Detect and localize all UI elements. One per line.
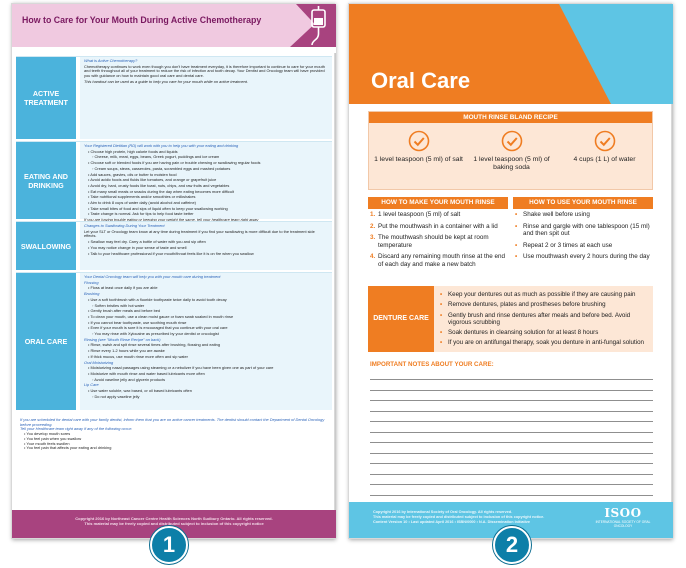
- recipe-title: MOUTH RINSE BLAND RECIPE: [369, 112, 652, 123]
- ingredient-label: 1 level teaspoon (5 ml) of baking soda: [473, 156, 550, 171]
- bottom-note-line: If you are scheduled for dental care with your family dentist, inform them that you are on active cancer treatments. The dentist should contact the Department of Dental Oncology before proceeding.: [20, 417, 325, 427]
- section-label: ORAL CARE: [16, 273, 76, 410]
- section-body: [80, 142, 332, 223]
- list-text: If you are on antifungal therapy, soak you denture in anti-fungal solution: [448, 339, 644, 347]
- handout-card-chemotherapy: [11, 3, 335, 539]
- list-item: [515, 242, 655, 250]
- list-marker: •: [440, 329, 443, 337]
- list-text: Shake well before using: [523, 211, 590, 218]
- list-item: [515, 211, 655, 219]
- section-line: • Even if your mouth is sore it is encouraged that you continue with your oral care: [88, 325, 228, 331]
- denture-care-label: DENTURE CARE: [368, 286, 434, 352]
- list-item: [440, 312, 652, 327]
- card1-section-row: [16, 272, 332, 410]
- make-rinse-steps: [370, 211, 510, 273]
- list-text: 1 level teaspoon (5 ml) of salt: [378, 211, 461, 218]
- section-body: [80, 273, 332, 410]
- list-item: [515, 253, 655, 261]
- section-line: • Use a soft toothbrush with a fluoride toothpaste twice daily to avoid tooth decay: [88, 296, 227, 302]
- note-line: [370, 411, 653, 412]
- list-item: [370, 234, 510, 249]
- card1-header: [12, 4, 336, 47]
- section-line: • Taste change is normal. Ask for tips to help food taste better: [88, 211, 194, 217]
- card1-section-row: [16, 141, 332, 223]
- recipe-box: [368, 111, 653, 190]
- list-marker: •: [440, 339, 443, 347]
- section-line: • Avoid dry, hard, crusty foods like toast, nuts, chips, and raw fruits and vegetables: [88, 182, 230, 188]
- note-line: [370, 390, 653, 391]
- ingredient-water: [557, 130, 652, 164]
- list-item: [370, 253, 510, 268]
- checkmark-icon: [408, 130, 430, 152]
- section-line: Lip Care: [84, 382, 99, 388]
- bottom-note-line: • You feel pain that affects your eating and drinking: [24, 445, 112, 451]
- list-item: [370, 223, 510, 231]
- section-line: What is Active Chemotherapy?: [84, 58, 138, 63]
- section-line: ◦ Soften bristles with hot water: [92, 302, 145, 308]
- list-marker: •: [515, 253, 518, 261]
- section-line: • Take small bites of food and sips of liquid often to keep your swallowing working: [88, 205, 228, 211]
- card1-footer-notice: This material may be freely copied and distributed subject to inclusion of this copyright notice: [84, 521, 264, 526]
- section-line: • Talk to your healthcare professional if your mouth/throat feels like it is on fire when you swallow: [88, 250, 254, 256]
- list-item: [440, 339, 652, 346]
- section-line: This handout can be used as a guide to help you care for your mouth while on active treatment.: [84, 78, 248, 84]
- section-line: • To clean your mouth, use a clean moist gauze or foam swab soaked in mouth rinse: [88, 313, 234, 319]
- header-divider: [12, 47, 336, 53]
- section-line: ◦ Avoid vaseline jelly and glycerin products: [92, 376, 166, 382]
- section-line: • If you cannot bear toothpaste, use soothing mouth rinse: [88, 319, 187, 325]
- list-text: Repeat 2 or 3 times at each use: [523, 241, 613, 249]
- section-line: Let your SLT or Oncology team know at any time during treatment if you find your swallowing is more difficult due to the treatment side effects.: [84, 228, 315, 239]
- section-line: Changes to Swallowing During Your Treatment: [84, 223, 165, 228]
- note-line: [370, 484, 653, 485]
- section-line: • You may notice change in your sense of taste and smell: [88, 244, 187, 250]
- section-line: • Choose high protein, high calorie foods and liquids: [88, 148, 178, 154]
- use-rinse-steps: [515, 211, 655, 265]
- list-marker: 1.: [370, 211, 376, 218]
- section-line: • Rinse, swish and spit rinse several times after brushing, flossing and eating: [88, 342, 220, 348]
- list-marker: •: [440, 301, 443, 309]
- section-line: ◦ Cream soups, stews, casseroles, pasta, scrambled eggs and mashed potatoes: [92, 165, 231, 171]
- section-body: [80, 222, 332, 270]
- denture-care-box: [368, 286, 653, 352]
- list-marker: 4.: [370, 253, 376, 261]
- card1-title: How to Care for Your Mouth During Active Chemotherapy: [22, 15, 262, 25]
- isoo-logo-text: ISOO: [604, 506, 642, 520]
- list-marker: •: [515, 211, 518, 218]
- note-line: [370, 474, 653, 475]
- section-line: • Aim to drink 8 cups of water daily (avoid alcohol and caffeine): [88, 200, 196, 206]
- note-line: [370, 379, 653, 380]
- bottom-note-line: • You develop mouth sores: [24, 431, 71, 437]
- section-line: • Floss at least once daily if you are able: [88, 285, 158, 291]
- list-text: The mouthwash should be kept at room temperature: [378, 234, 489, 249]
- list-marker: •: [440, 311, 443, 319]
- section-line: • Gently brush after meals and before bed: [88, 308, 161, 314]
- list-item: [440, 301, 652, 308]
- note-line: [370, 432, 653, 433]
- list-marker: 2.: [370, 222, 376, 230]
- list-text: Put the mouthwash in a container with a lid: [378, 222, 498, 230]
- card2-title: Oral Care: [371, 68, 471, 93]
- section-body: [80, 57, 332, 139]
- list-text: Keep your dentures out as much as possible if they are causing pain: [448, 291, 636, 298]
- section-line: ◦ You may rinse with Xylocaine as prescribed by your dentist or oncologist: [92, 331, 219, 337]
- iv-drip-icon: [266, 4, 336, 47]
- section-label: ACTIVE TREATMENT: [16, 57, 76, 139]
- section-line: Your Registered Dietitian (RD) will work with you to help you with your eating and drinking: [84, 143, 239, 148]
- make-rinse-heading: HOW TO MAKE YOUR MOUTH RINSE: [368, 197, 508, 209]
- list-item: [440, 329, 652, 336]
- section-line: Flossing: [84, 279, 99, 285]
- list-text: Rinse and gargle with one tablespoon (15 ml) and then spit out: [523, 222, 650, 238]
- list-item: [515, 223, 655, 238]
- list-marker: •: [440, 291, 443, 298]
- card1-bottom-notes: [16, 416, 332, 516]
- section-line: Chemotherapy continues to work even though you don't have treatment everyday, it is therefore important to continue to care for your mouth and teeth throughout all of your treatment to reduce the risk of infection and tooth decay. Your Dentist and Oncology team will have provided you with guidance on how to maintain good oral care and dental care.: [84, 63, 325, 79]
- section-line: • Choose soft or blended foods if you are having pain or trouble chewing or swallowing regular foods: [88, 160, 261, 166]
- list-text: Discard any remaining mouth rinse at the end of each day and make a new batch: [378, 253, 506, 268]
- section-line: • Moisturize with mouth rinse and water based lubricants more often: [88, 370, 205, 376]
- list-item: [440, 291, 652, 298]
- list-text: Soak dentures in cleansing solution for at least 8 hours: [448, 329, 599, 337]
- section-line: • Swallow may feel dry. Carry a bottle of water with you and sip often: [88, 239, 206, 245]
- notes-heading: IMPORTANT NOTES ABOUT YOUR CARE:: [370, 361, 494, 368]
- note-line: [370, 495, 653, 496]
- section-line: • Moisturizing nasal passages using steaming or a nebulizer if you have been given one as part of your care: [88, 365, 274, 371]
- note-line: [370, 400, 653, 401]
- list-marker: •: [515, 222, 518, 230]
- ingredient-baking-soda: [464, 130, 559, 172]
- denture-care-list: [440, 291, 652, 350]
- bottom-note-line: • Your mouth feels swollen: [24, 440, 70, 446]
- isoo-logo: [593, 506, 653, 528]
- bottom-note-line: • You feel pain when you swallow: [24, 435, 82, 441]
- bottom-note-line: Tell your Healthcare team right away if any of the following occur:: [20, 426, 133, 432]
- section-line: • Avoid acidic foods and fluids like tomatoes, and orange or grapefruit juice: [88, 177, 217, 183]
- section-label: EATING AND DRINKING: [16, 142, 76, 219]
- card1-section-row: [16, 56, 332, 139]
- section-line: Oral Moisturizing: [84, 359, 114, 365]
- list-marker: •: [515, 241, 518, 249]
- badge-1: 1: [150, 526, 188, 564]
- use-rinse-heading: HOW TO USE YOUR MOUTH RINSE: [513, 197, 653, 209]
- section-line: • Take nutritional supplements and/or smoothies or milkshakes: [88, 194, 196, 200]
- section-line: • Eat many small meals or snacks during the day when eating becomes more difficult: [88, 188, 234, 194]
- note-line: [370, 463, 653, 464]
- section-line: Your Dental Oncology team will help you with your mouth care during treatment: [84, 274, 221, 279]
- section-line: Brushing: [84, 291, 100, 297]
- card1-section-row: [16, 221, 332, 270]
- card2-footer-text: [373, 510, 583, 525]
- section-line: ◦ Do not apply vaseline jelly: [92, 393, 140, 399]
- section-line: • Add sauces, gravies, oils or butter to moisten food: [88, 171, 177, 177]
- note-line: [370, 442, 653, 443]
- card2-footer-version: Content Version 10 • Last updated April 2016 • ISBN/0000 • N.A. Dissemination Initiative: [373, 520, 531, 524]
- isoo-logo-subtitle: INTERNATIONAL SOCIETY OF ORAL ONCOLOGY: [595, 520, 651, 528]
- ingredient-label: 4 cups (1 L) of water: [573, 156, 636, 163]
- section-label: SWALLOWING: [16, 222, 76, 270]
- section-line: • Rinse every 1-2 hours while you are awake: [88, 348, 165, 354]
- list-marker: 3.: [370, 234, 376, 242]
- section-line: • If thick mucus, use mouth rinse more often and sip water: [88, 353, 188, 359]
- handout-card-oral-care: [348, 3, 672, 539]
- card2-footer-copyright: Copyright 2016 by International Society of Oral Oncology. All rights reserved.: [373, 510, 513, 514]
- note-line: [370, 453, 653, 454]
- note-line: [370, 421, 653, 422]
- card2-footer-notice: This material may be freely copied and distributed subject to inclusion of this copyright notice.: [373, 515, 545, 519]
- section-line: ◦ Cheese, milk, meat, eggs, beans, Greek yogurt, puddings and ice cream: [92, 154, 220, 160]
- list-text: Use mouthwash every 2 hours during the day: [523, 253, 650, 261]
- section-line: If you are having trouble eating or keeping your weight the same, tell your healthcare team right away: [84, 217, 259, 223]
- section-line: Rinsing (see "Mouth Rinse Recipe" on back): [84, 336, 161, 342]
- card1-footer-copyright: Copyright 2016 by Northeast Cancer Centre Health Sciences North Sudbury Ontario. All rights reserved.: [75, 516, 273, 521]
- section-line: • Use water soluble, wax based, or oil based lubricants often: [88, 388, 192, 394]
- list-item: [370, 211, 510, 219]
- list-text: Remove dentures, plates and prostheses before brushing: [448, 301, 606, 309]
- list-text: Gently brush and rinse dentures after meals and before bed. Avoid vigorous scrubbing: [448, 311, 631, 326]
- badge-2: 2: [493, 526, 531, 564]
- checkmark-icon: [594, 130, 616, 152]
- ingredient-label: 1 level teaspoon (5 ml) of salt: [374, 156, 463, 163]
- ingredient-salt: [371, 130, 466, 164]
- checkmark-icon: [501, 130, 523, 152]
